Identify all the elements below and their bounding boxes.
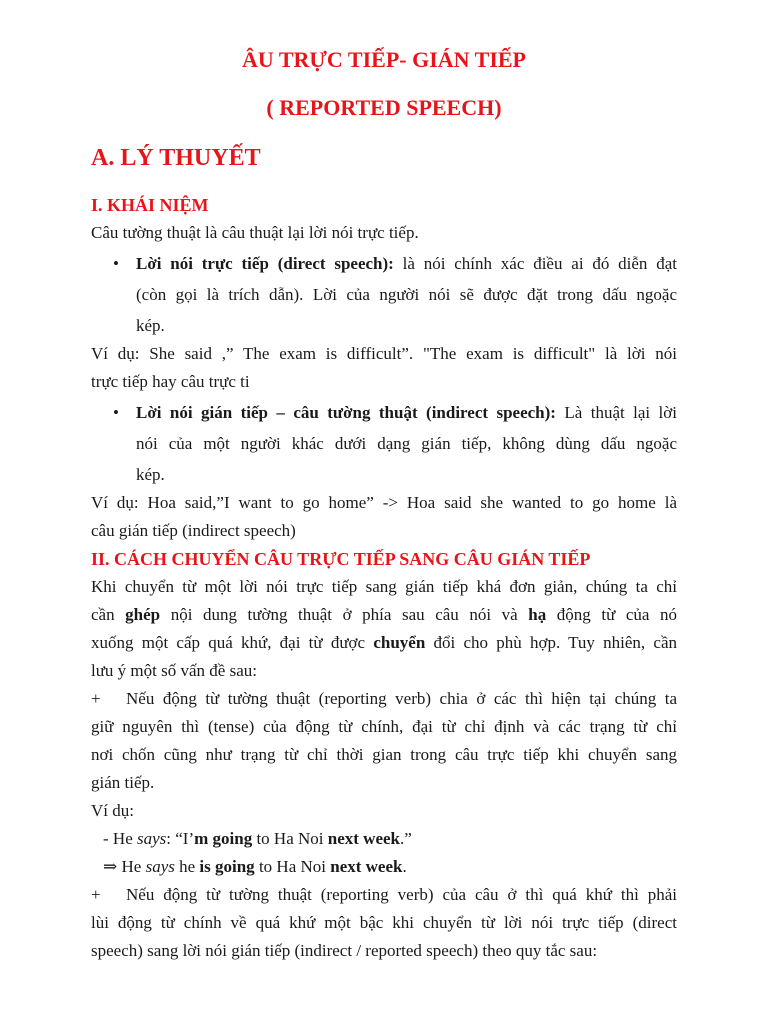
bullet-direct-line-1 [136,250,677,278]
example-text: - He [103,829,137,848]
definition-text: Câu tường thuật là câu thuật lại lời nói trực tiếp. [91,223,419,242]
intro-bold-ha: hạ [528,605,547,624]
example-text: to Ha Noi [254,857,331,876]
bullet-indirect-line-3: kép. [136,465,165,484]
example-1-line-2: trực tiếp hay câu trực ti [91,372,250,391]
intro-text: nội dung tường thuật ở phía sau câu nói và [160,605,529,624]
section-a-heading: A. LÝ THUYẾT [91,145,261,171]
bullet-dot: • [113,254,119,273]
intro-text: đổi cho phù hợp. Tuy nhiên, cần [425,633,677,652]
example-3-direct [103,825,677,853]
example-text: .” [399,829,412,848]
section-ii-heading: II. CÁCH CHUYỂN CÂU TRỰC TIẾP SANG CÂU GIÁN TIẾP [91,549,591,569]
rule-1-line-1: Nếu động từ tường thuật (reporting verb) chia ở các thì hiện tại chúng ta [126,689,677,708]
example-2-line-1: Ví dụ: Hoa said,”I want to go home” -> Hoa said she wanted to go home là [91,493,677,512]
bullet-indirect-line-1 [136,399,677,427]
example-text: He [117,857,146,876]
bullet-direct-text: là nói chính xác điều ai đó diễn đạt [393,254,677,273]
example-italic-says: says [136,829,167,848]
rule-2-plus: + [91,885,101,904]
example-text: he [174,857,200,876]
rule-2-line-3: speech) sang lời nói gián tiếp (indirect / reported speech) theo quy tắc sau: [91,941,598,960]
example-bold-next-week: next week [330,857,403,876]
rule-1-line-4: gián tiếp. [91,773,155,792]
section-i-heading: I. KHÁI NIỆM [91,195,209,215]
example-3-indirect [103,853,677,881]
example-text: . [402,857,407,876]
example-bold-next-week: next week [327,829,400,848]
example-1-line-1: Ví dụ: She said ,” The exam is difficult”. "The exam is difficult" là lời nói [91,344,677,363]
example-italic-says: says [145,857,175,876]
intro-text: động từ của nó [546,605,678,624]
example-3-label: Ví dụ: [91,801,134,820]
example-bold-is-going: is going [199,857,255,876]
bullet-indirect-term: Lời nói gián tiếp – câu tường thuật (indirect speech): [136,403,556,422]
intro-bold-chuyen: chuyển [373,633,426,652]
title-line-1: ÂU TRỰC TIẾP- GIÁN TIẾP [241,47,526,72]
example-text: to Ha Noi [252,829,328,848]
example-text: : “I’ [166,829,195,848]
intro-line-3 [91,629,677,657]
rule-1-plus: + [91,689,101,708]
bullet-indirect-text: Là thuật lại lời [555,403,677,422]
title-line-2: ( REPORTED SPEECH) [266,95,502,120]
rule-2-line-2: lùi động từ chính về quá khứ một bậc khi chuyển từ lời nói trực tiếp (direct [91,913,677,932]
bullet-direct-term: Lời nói trực tiếp (direct speech): [136,254,394,273]
arrow-icon: ⇒ [103,857,118,876]
rule-1-line-3: nơi chốn cũng như trạng từ chỉ thời gian trong câu trực tiếp khi chuyển sang [91,745,677,764]
bullet-direct-line-2: (còn gọi là trích dẫn). Lời của người nói sẽ được đặt trong dấu ngoặc [136,285,677,304]
example-2-line-2: câu gián tiếp (indirect speech) [91,521,296,540]
intro-text: xuống một cấp quá khứ, đại từ được [91,633,374,652]
intro-text: cần [91,605,126,624]
rule-2-line-1: Nếu động từ tường thuật (reporting verb) của câu ở thì quá khứ thì phải [126,885,677,904]
example-bold-going: m going [194,829,253,848]
rule-1-line-2: giữ nguyên thì (tense) của động từ chính, đại từ chỉ định và các trạng từ chỉ [91,717,677,736]
intro-bold-ghep: ghép [125,605,161,624]
bullet-dot: • [113,403,119,422]
intro-line-1: Khi chuyển từ một lời nói trực tiếp sang gián tiếp khá đơn giản, chúng ta chỉ [91,577,677,596]
bullet-indirect-line-2: nói của một người khác dưới dạng gián tiếp, không dùng dấu ngoặc [136,434,677,453]
intro-line-4: lưu ý một số vấn đề sau: [91,661,257,680]
bullet-direct-line-3: kép. [136,316,165,335]
intro-line-2 [91,601,677,629]
